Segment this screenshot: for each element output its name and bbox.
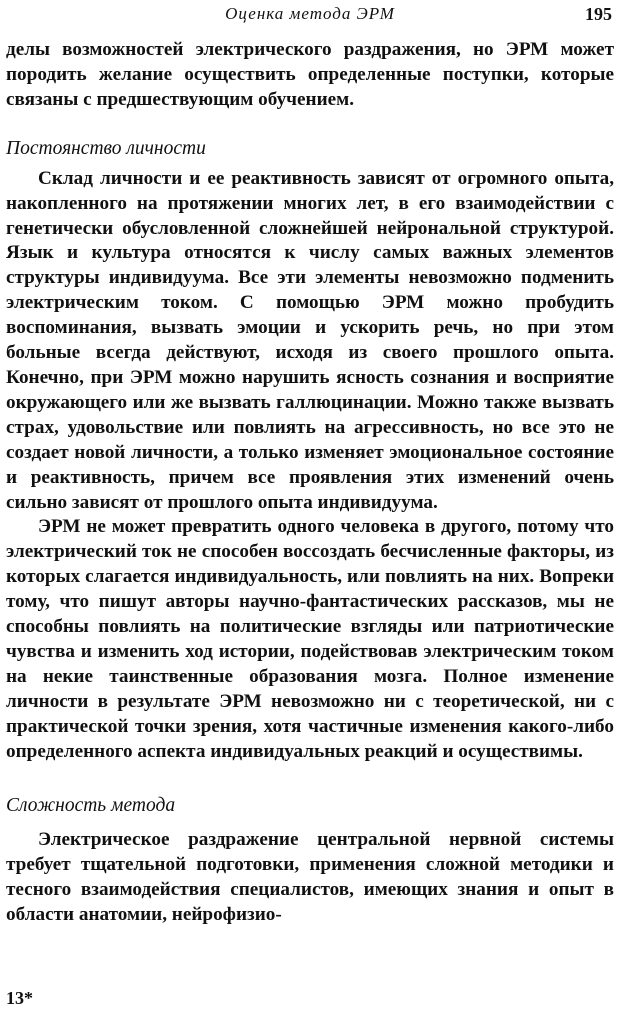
paragraph-continuation: делы возможностей электрического раздражения, но ЭРМ может породить желание осуществить определенные поступки, которые связаны с предшествующим обучением. xyxy=(6,39,614,110)
section-heading-personality: Постоянство личности xyxy=(6,137,206,159)
section-heading-complexity: Сложность метода xyxy=(6,795,176,817)
running-title: Оценка метода ЭРМ xyxy=(225,4,395,23)
page-number: 195 xyxy=(585,4,612,24)
paragraph-complexity-1: Электрическое раздражение центральной нервной системы требует тщательной подготовки, применения сложной методики и тесного взаимодействия специалистов, имеющих знания и опыт в области анатомии, нейрофизио- xyxy=(6,829,614,926)
paragraph-personality-1: Склад личности и ее реактивность зависят от огромного опыта, накопленного на протяжении многих лет, в его взаимодействии с генетически обусловленной сложнейшей нейрональной структурой. Язык и культура относятся к числу самых важных элементов структуры индивидуума. Все эти элементы невозможно подменить электрическим током. С помощью ЭРМ можно пробудить воспоминания, вызвать эмоции и ускорить речь, но при этом больные всегда действуют, исходя из своего прошлого опыта. Конечно, при ЭРМ можно нарушить ясность сознания и восприятие окружающего или же вызвать галлюцинации. Можно также вызвать страх, удовольствие или повлиять на агрессивность, но все это не создает новой личности, а только изменяет эмоциональное состояние и реактивность, причем все проявления этих изменений очень сильно зависят от прошлого опыта индивидуума. xyxy=(6,167,614,513)
signature-mark: 13* xyxy=(6,988,33,1008)
paragraph-personality-2: ЭРМ не может превратить одного человека в другого, потому что электрический ток не способен воссоздать бесчисленные факторы, из которых слагается индивидуальность, или повлиять на них. Вопреки тому, что пишут авторы научно-фантастических рассказов, мы не способны повлиять на политические взгляды или патриотические чувства и изменить ход истории, подействовав электрическим током на некие таинственные образования мозга. Полное изменение личности в результате ЭРМ невозможно ни с теоретической, ни с практической точки зрения, хотя частичные изменения какого-либо определенного аспекта индивидуальных реакций и осуществимы. xyxy=(6,516,614,762)
body-text xyxy=(6,38,614,928)
running-head xyxy=(0,4,620,26)
